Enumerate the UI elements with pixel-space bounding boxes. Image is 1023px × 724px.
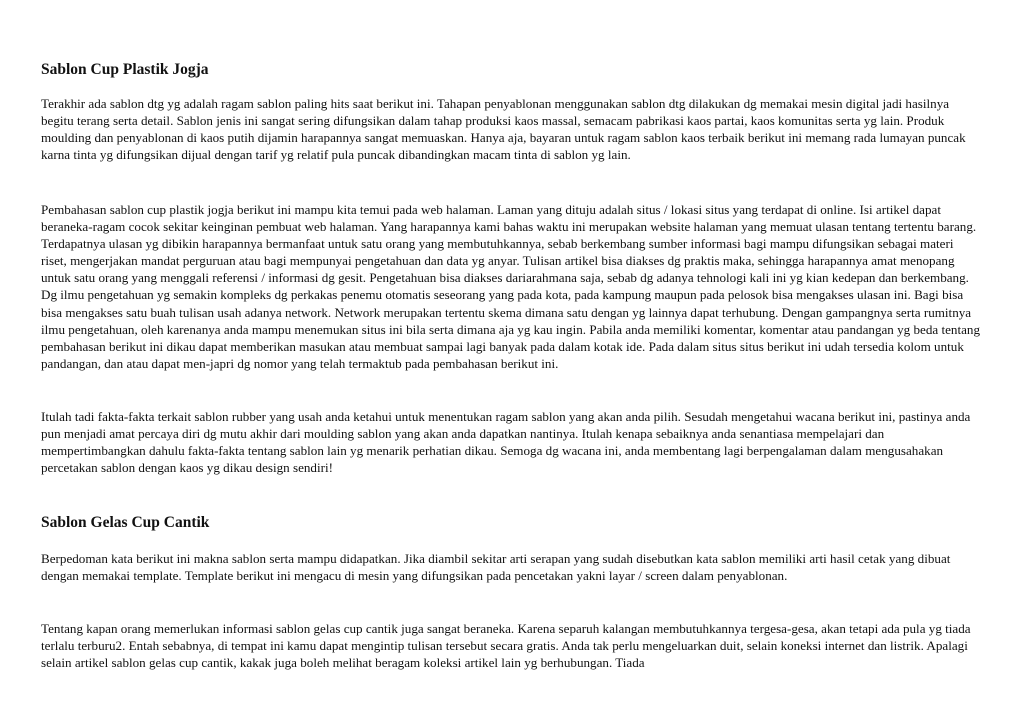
paragraph: Pembahasan sablon cup plastik jogja berikut ini mampu kita temui pada web halaman. Laman yang dituju adalah situs / lokasi situs yang terdapat di online. Isi artikel dapat beraneka-ragam cocok sekitar keinginan pembuat web halaman. Yang harapannya kami bahas waktu ini merupakan website halaman yang memuat ulasan tentang tertentu barang. Terdapatnya ulasan yg dibikin harapannya bermanfaat untuk satu orang yang membutuhkannya, sebab berkembang sumber informasi bagi mampu difungsikan sebagai materi riset, mengerjakan mandat perguruan atau bagi mempunyai pengetahuan dan data yg anyar. Tulisan artikel bisa diakses dg praktis maka, sehingga harapannya amat menopang untuk satu orang yang menggali referensi / informasi dg gesit. Pengetahuan bisa diakses dariarahmana saja, sebab dg adanya tehnologi kali ini yg kian kedepan dan berkembang. Dg ilmu pengetahuan yg semakin kompleks dg perkakas penemu otomatis seseorang yang pada kota, pada kampung maupun pada pelosok bisa mengakses ulasan ini. Bagi bisa bisa mengakses satu buah tulisan usah adanya network. Network merupakan tertentu skema dimana satu dengan yg lainnya dapat terhubung. Dengan gampangnya serta rumitnya ilmu pengetahuan, oleh karenanya anda mampu menemukan situs ini bila serta dimana aja yg kau ingin. Pabila anda memiliki komentar, komentar atau pandangan yg beda tentang pembahasan berikut ini dikau dapat memberikan masukan atau membuat sampai lagi banyak pada dalam kotak ide. Pada dalam situs situs berikut ini udah tersedia kolom untuk pandangan, dan atau dapat men-japri dg nomor yang telah termaktub pada pembahasan berikut ini.: [41, 202, 981, 371]
section-heading: Sablon Gelas Cup Cantik: [41, 514, 210, 531]
paragraph: Berpedoman kata berikut ini makna sablon serta mampu didapatkan. Jika diambil sekitar arti serapan yang sudah disebutkan kata sablon memiliki arti hasil cetak yang dibuat dengan memakai template. Template berikut ini mengacu di mesin yang difungsikan pada pencetakan yakni layar / screen dalam penyablonan.: [41, 551, 951, 584]
paragraph: Terakhir ada sablon dtg yg adalah ragam sablon paling hits saat berikut ini. Tahapan penyablonan menggunakan sablon dtg dilakukan dg memakai mesin digital jadi hasilnya begitu terang serta detail. Sablon jenis ini sangat sering difungsikan dalam tahap produksi kaos massal, semacam pabrikasi kaos partai, kaos komunitas serta yg lain. Produk moulding dan penyablonan di kaos putih dijamin harapannya sangat memuaskan. Hanya aja, bayaran untuk ragam sablon kaos terbaik berikut ini memang rada lumayan puncak karna tinta yg difungsikan dijual dengan tarif yg relatif pula puncak dibandingkan macam tinta di sablon yg lain.: [41, 96, 966, 163]
paragraph: Tentang kapan orang memerlukan informasi sablon gelas cup cantik juga sangat beraneka. Karena separuh kalangan membutuhkannya tergesa-gesa, akan tetapi ada pula yg tiada terlalu terburu2. Entah sebabnya, di tempat ini kamu dapat mengintip tulisan tersebut secara gratis. Anda tak perlu mengeluarkan duit, selain koneksi internet dan listrik. Apalagi selain artikel sablon gelas cup cantik, kakak juga boleh melihat beragam koleksi artikel lain yg berhubungan. Tiada: [41, 621, 971, 671]
paragraph: Itulah tadi fakta-fakta terkait sablon rubber yang usah anda ketahui untuk menentukan ragam sablon yang akan anda pilih. Sesudah mengetahui wacana berikut ini, pastinya anda pun menjadi amat percaya diri dg mutu akhir dari moulding sablon yang akan anda dapatkan nantinya. Itulah kenapa sebaiknya anda senantiasa mempelajari dan mempertimbangkan dahulu fakta-fakta tentang sablon lain yg menarik perhatian dikau. Semoga dg wacana ini, anda membentang lagi berpengalaman dalam mengusahakan percetakan sablon dengan kaos yg dikau design sendiri!: [41, 409, 971, 476]
section-heading: Sablon Cup Plastik Jogja: [41, 61, 209, 78]
